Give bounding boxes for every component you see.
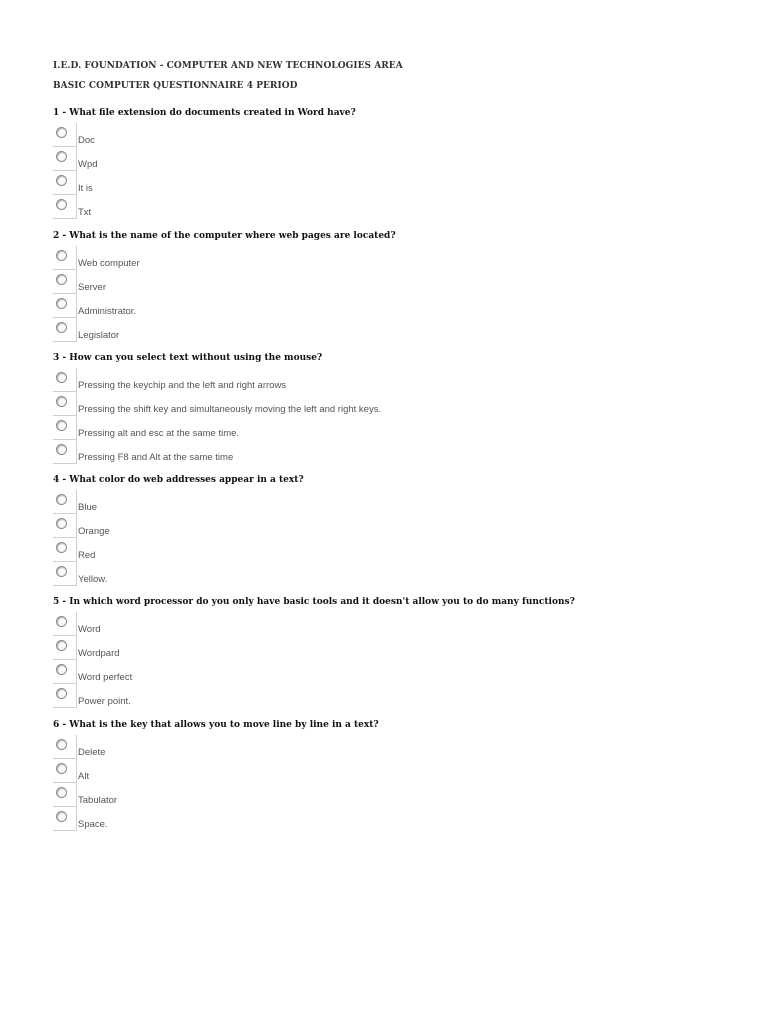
radio-cell bbox=[53, 171, 77, 195]
answer-option[interactable] bbox=[53, 514, 653, 538]
option-label: Web computer bbox=[78, 258, 140, 269]
answer-option[interactable] bbox=[53, 318, 653, 342]
radio-cell bbox=[53, 636, 77, 660]
answer-option[interactable] bbox=[53, 123, 653, 147]
radio-button[interactable] bbox=[56, 688, 67, 699]
option-label: Doc bbox=[78, 135, 95, 146]
radio-button[interactable] bbox=[56, 372, 67, 383]
option-label: Space. bbox=[78, 819, 108, 830]
option-label: Word perfect bbox=[78, 672, 133, 683]
radio-button[interactable] bbox=[56, 664, 67, 675]
radio-button[interactable] bbox=[56, 739, 67, 750]
answer-option[interactable] bbox=[53, 735, 653, 759]
answer-option[interactable] bbox=[53, 147, 653, 171]
option-label: Wpd bbox=[78, 159, 98, 170]
answer-option[interactable] bbox=[53, 783, 653, 807]
radio-button[interactable] bbox=[56, 322, 67, 333]
radio-cell bbox=[53, 514, 77, 538]
answer-option[interactable] bbox=[53, 171, 653, 195]
question-5 bbox=[53, 597, 753, 717]
radio-button[interactable] bbox=[56, 175, 67, 186]
radio-button[interactable] bbox=[56, 616, 67, 627]
option-label: Pressing alt and esc at the same time. bbox=[78, 428, 240, 439]
radio-cell bbox=[53, 807, 77, 831]
answer-option[interactable] bbox=[53, 294, 653, 318]
document-header-title: BASIC COMPUTER QUESTIONNAIRE 4 PERIOD bbox=[53, 81, 298, 91]
radio-button[interactable] bbox=[56, 250, 67, 261]
radio-cell bbox=[53, 246, 77, 270]
question-2 bbox=[53, 231, 753, 351]
radio-button[interactable] bbox=[56, 811, 67, 822]
answer-option[interactable] bbox=[53, 195, 653, 219]
radio-cell bbox=[53, 270, 77, 294]
radio-cell bbox=[53, 538, 77, 562]
answer-option[interactable] bbox=[53, 538, 653, 562]
option-label: Pressing the keychip and the left and right arrows bbox=[78, 380, 287, 391]
answer-option[interactable] bbox=[53, 246, 653, 270]
option-label: Word bbox=[78, 624, 101, 635]
radio-cell bbox=[53, 684, 77, 708]
radio-cell bbox=[53, 783, 77, 807]
answer-option[interactable] bbox=[53, 270, 653, 294]
radio-cell bbox=[53, 440, 77, 464]
answer-option[interactable] bbox=[53, 416, 653, 440]
answer-option[interactable] bbox=[53, 759, 653, 783]
option-label: Legislator bbox=[78, 330, 120, 341]
option-label: Tabulator bbox=[78, 795, 118, 806]
radio-cell bbox=[53, 368, 77, 392]
answer-option[interactable] bbox=[53, 636, 653, 660]
radio-cell bbox=[53, 660, 77, 684]
option-label: Txt bbox=[78, 207, 92, 218]
option-label: Server bbox=[78, 282, 106, 293]
question-title: 4 - What color do web addresses appear in a text? bbox=[53, 475, 304, 485]
answer-option[interactable] bbox=[53, 612, 653, 636]
option-label: Yellow. bbox=[78, 574, 108, 585]
question-1 bbox=[53, 108, 753, 228]
radio-button[interactable] bbox=[56, 298, 67, 309]
option-label: Pressing the shift key and simultaneously moving the left and right keys. bbox=[78, 404, 382, 415]
option-label: Alt bbox=[78, 771, 90, 782]
answer-option[interactable] bbox=[53, 660, 653, 684]
option-label: Power point. bbox=[78, 696, 131, 707]
radio-cell bbox=[53, 318, 77, 342]
answer-option[interactable] bbox=[53, 392, 653, 416]
radio-button[interactable] bbox=[56, 518, 67, 529]
document-header-institution: I.E.D. FOUNDATION - COMPUTER AND NEW TECHNOLOGIES AREA bbox=[53, 61, 403, 71]
radio-button[interactable] bbox=[56, 542, 67, 553]
option-label: Administrator. bbox=[78, 306, 137, 317]
radio-cell bbox=[53, 195, 77, 219]
radio-button[interactable] bbox=[56, 420, 67, 431]
radio-button[interactable] bbox=[56, 494, 67, 505]
radio-cell bbox=[53, 123, 77, 147]
question-title: 2 - What is the name of the computer where web pages are located? bbox=[53, 231, 396, 241]
answer-option[interactable] bbox=[53, 440, 653, 464]
radio-button[interactable] bbox=[56, 444, 67, 455]
answer-option[interactable] bbox=[53, 368, 653, 392]
option-label: Red bbox=[78, 550, 96, 561]
question-title: 3 - How can you select text without using the mouse? bbox=[53, 353, 323, 363]
option-label: It is bbox=[78, 183, 93, 194]
radio-cell bbox=[53, 490, 77, 514]
question-6 bbox=[53, 720, 753, 840]
option-label: Delete bbox=[78, 747, 106, 758]
question-title: 5 - In which word processor do you only have basic tools and it doesn't allow you to do many functions? bbox=[53, 597, 575, 607]
answer-option[interactable] bbox=[53, 807, 653, 831]
radio-button[interactable] bbox=[56, 566, 67, 577]
radio-cell bbox=[53, 562, 77, 586]
radio-cell bbox=[53, 759, 77, 783]
question-title: 6 - What is the key that allows you to move line by line in a text? bbox=[53, 720, 379, 730]
radio-button[interactable] bbox=[56, 763, 67, 774]
option-label: Orange bbox=[78, 526, 110, 537]
radio-button[interactable] bbox=[56, 640, 67, 651]
radio-cell bbox=[53, 416, 77, 440]
option-label: Pressing F8 and Alt at the same time bbox=[78, 452, 234, 463]
radio-cell bbox=[53, 612, 77, 636]
radio-cell bbox=[53, 147, 77, 171]
radio-button[interactable] bbox=[56, 787, 67, 798]
answer-option[interactable] bbox=[53, 562, 653, 586]
question-title: 1 - What file extension do documents created in Word have? bbox=[53, 108, 356, 118]
radio-button[interactable] bbox=[56, 127, 67, 138]
radio-button[interactable] bbox=[56, 151, 67, 162]
radio-button[interactable] bbox=[56, 396, 67, 407]
question-4 bbox=[53, 475, 753, 595]
radio-cell bbox=[53, 735, 77, 759]
radio-button[interactable] bbox=[56, 199, 67, 210]
radio-button[interactable] bbox=[56, 274, 67, 285]
radio-cell bbox=[53, 392, 77, 416]
option-label: Wordpard bbox=[78, 648, 120, 659]
answer-option[interactable] bbox=[53, 490, 653, 514]
option-label: Blue bbox=[78, 502, 98, 513]
answer-option[interactable] bbox=[53, 684, 653, 708]
radio-cell bbox=[53, 294, 77, 318]
question-3 bbox=[53, 353, 753, 473]
